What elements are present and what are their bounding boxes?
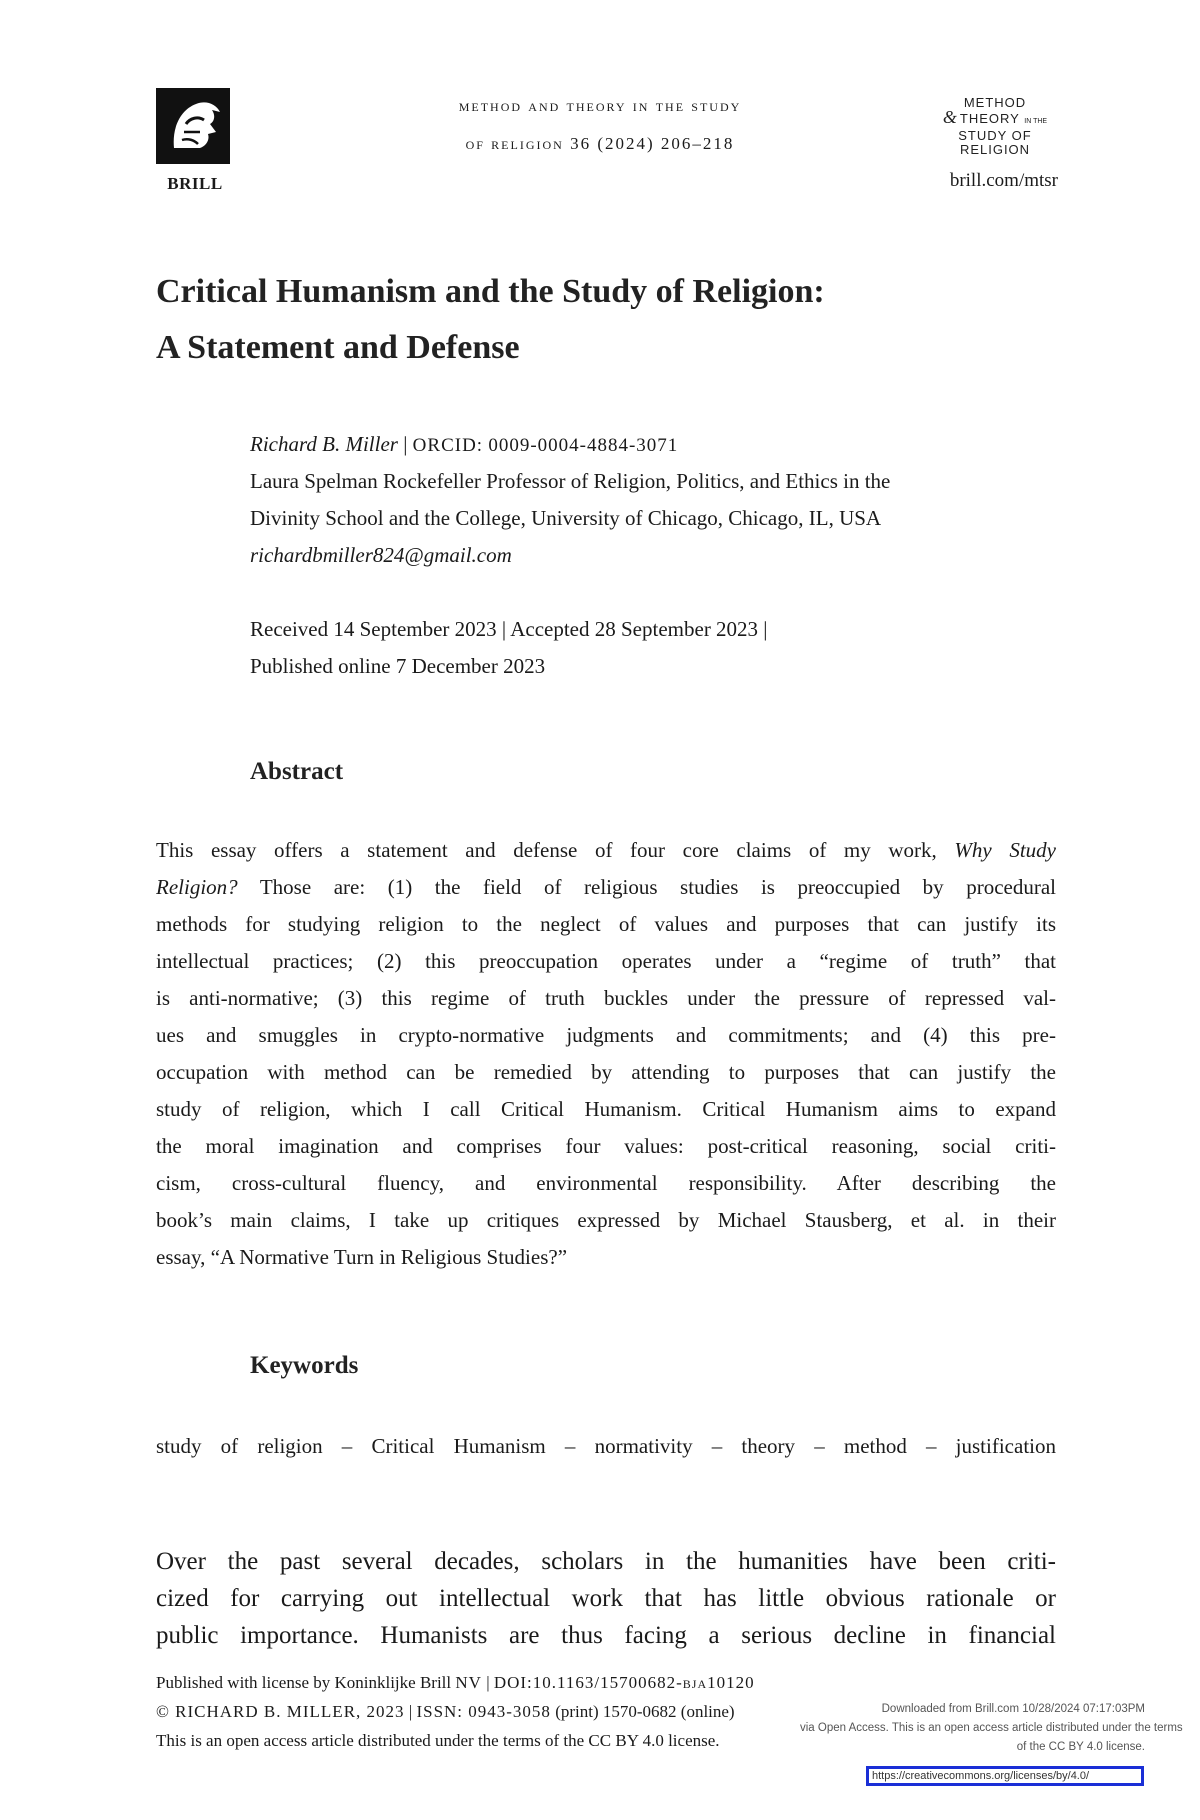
abstract-line: book’s main claims, I take up critiques expressed by Michael Stausberg, et al. in their <box>156 1208 1056 1232</box>
abstract-line: ues and smuggles in crypto-normative judgments and commitments; and (4) this pre- <box>156 1023 1056 1047</box>
abstract-line: occupation with method can be remedied by attending to purposes that can justify the <box>156 1060 1056 1084</box>
journal-citation-line-1: method and theory in the study <box>458 96 742 115</box>
download-notice <box>800 1700 1183 1757</box>
journal-logo <box>930 96 1060 157</box>
journal-logo-line-2: THEORY <box>959 111 1020 126</box>
article-title-line-1: Critical Humanism and the Study of Religion: <box>156 273 825 310</box>
body-text-line: cized for carrying out intellectual work that has little obvious rationale or <box>156 1585 1056 1612</box>
article-title-line-2: A Statement and Defense <box>156 329 520 366</box>
copyright-footer-line: © RICHARD B. MILLER, 2023 | ISSN: 0943-3058 (print) 1570-0682 (online) <box>156 1702 735 1721</box>
author-separator: | <box>397 432 413 456</box>
author-affiliation-line-2: Divinity School and the College, University of Chicago, Chicago, IL, USA <box>250 506 882 530</box>
download-notice-line-2: via Open Access. This is an open access article distributed under the terms <box>800 1722 1183 1734</box>
abstract-line: This essay offers a statement and defense of four core claims of my work, Why Study <box>156 838 1056 862</box>
download-notice-line-3: of the CC BY 4.0 license. <box>1016 1741 1145 1753</box>
author-line <box>250 426 1060 464</box>
journal-logo-in-the: IN THE <box>1024 118 1048 125</box>
journal-logo-ampersand: & <box>942 107 958 127</box>
publisher-name: BRILL <box>167 174 223 193</box>
brill-logo-icon <box>156 88 230 164</box>
article-dates-line-2: Published online 7 December 2023 <box>250 654 546 678</box>
journal-logo-line-1: METHOD <box>963 95 1027 110</box>
copyright: © RICHARD B. MILLER, 2023 <box>156 1702 405 1721</box>
author-email[interactable]: richardbmiller824@gmail.com <box>250 543 512 567</box>
abstract-line: is anti-normative; (3) this regime of truth buckles under the pressure of repressed val- <box>156 986 1056 1010</box>
article-dates-line-1: Received 14 September 2023 | Accepted 28 September 2023 | <box>250 617 768 641</box>
doi[interactable]: DOI:10.1163/15700682-bja10120 <box>493 1673 755 1692</box>
issn: ISSN: 0943-3058 <box>416 1702 551 1721</box>
abstract-line: Religion? Those are: (1) the field of religious studies is preoccupied by procedural <box>156 875 1056 899</box>
journal-citation-line-2: of religion 36 (2024) 206–218 <box>465 134 735 153</box>
abstract-line: essay, “A Normative Turn in Religious Studies?” <box>156 1245 568 1269</box>
book-title: Why Study <box>954 838 1056 862</box>
abstract-line: methods for studying religion to the neglect of values and purposes that can justify its <box>156 912 1056 936</box>
journal-logo-line-4: RELIGION <box>959 142 1031 157</box>
license-footer-line: Published with license by Koninklijke Brill NV | DOI:10.1163/15700682-bja10120 <box>156 1673 755 1692</box>
open-access-footer-line: This is an open access article distributed under the terms of the CC BY 4.0 license. <box>156 1731 720 1750</box>
license-link[interactable]: https://creativecommons.org/licenses/by/4.0/ <box>866 1766 1144 1786</box>
keywords-heading: Keywords <box>250 1352 359 1379</box>
abstract-line: cism, cross-cultural fluency, and environmental responsibility. After describing the <box>156 1171 1056 1195</box>
orcid-id[interactable]: 0009-0004-4884-3071 <box>488 435 679 456</box>
abstract-line: intellectual practices; (2) this preoccupation operates under a “regime of truth” that <box>156 949 1056 973</box>
abstract-line: the moral imagination and comprises four values: post-critical reasoning, social criti- <box>156 1134 1056 1158</box>
journal-logo-line-3: STUDY OF <box>958 128 1032 143</box>
author-affiliation-line-1: Laura Spelman Rockefeller Professor of Religion, Politics, and Ethics in the <box>250 469 891 493</box>
keywords-list: study of religion – Critical Humanism – normativity – theory – method – justification <box>156 1434 1056 1458</box>
abstract-heading: Abstract <box>250 758 344 785</box>
book-title: Religion? <box>156 875 238 899</box>
orcid-label: ORCID: <box>412 435 484 456</box>
journal-url[interactable]: brill.com/mtsr <box>949 170 1058 191</box>
body-text-line: public importance. Humanists are thus facing a serious decline in financial <box>156 1622 1056 1649</box>
author-name: Richard B. Miller <box>250 432 398 456</box>
download-notice-line-1: Downloaded from Brill.com 10/28/2024 07:17:03PM <box>881 1703 1145 1715</box>
abstract-line: study of religion, which I call Critical Humanism. Critical Humanism aims to expand <box>156 1097 1056 1121</box>
helmet-icon <box>156 88 230 164</box>
body-text-line: Over the past several decades, scholars in the humanities have been criti- <box>156 1548 1056 1575</box>
